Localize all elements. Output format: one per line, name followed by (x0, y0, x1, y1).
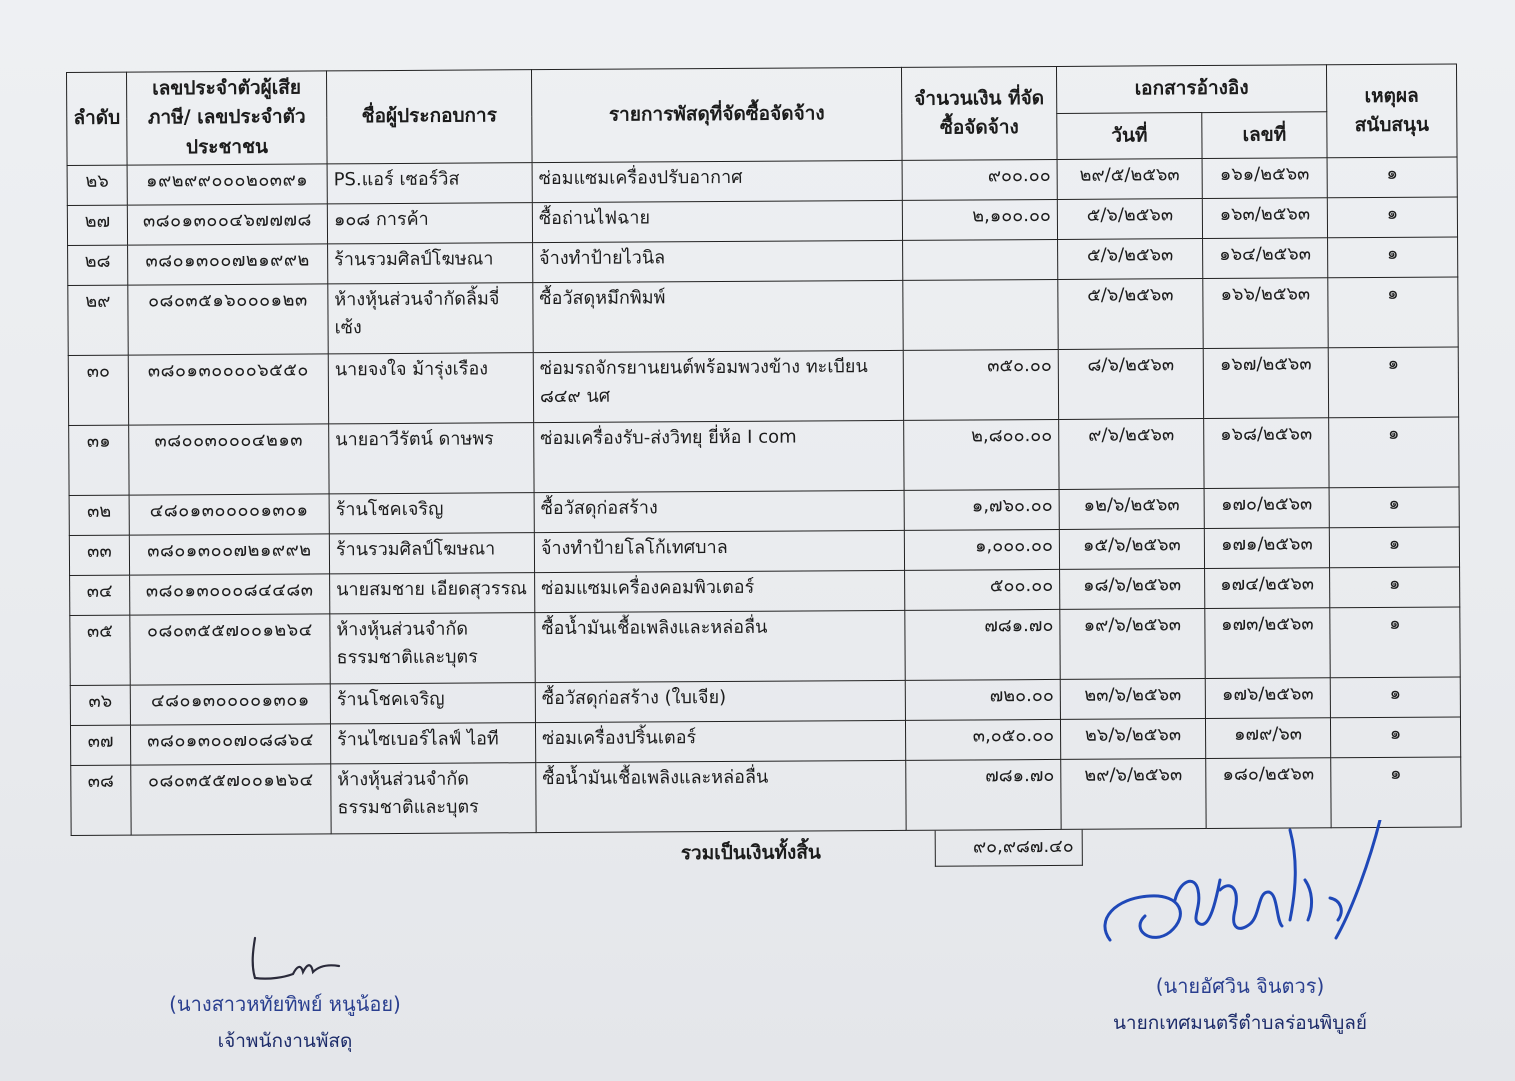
signature-block-mayor (1090, 820, 1390, 1038)
reason-cell: ๑ (1329, 487, 1459, 528)
date-cell: ๒๖/๖/๒๕๖๓ (1060, 719, 1205, 760)
amount-cell: ๑,๗๖๐.๐๐ (904, 490, 1059, 531)
amount-cell: ๓๕๐.๐๐ (903, 350, 1058, 421)
reason-cell: ๑ (1331, 757, 1461, 828)
doc-no-cell: ๑๗๓/๒๕๖๓ (1205, 608, 1330, 679)
reason-cell: ๑ (1328, 277, 1458, 348)
vendor-cell: PS.แอร์ เซอร์วิส (327, 163, 532, 204)
header-item: รายการพัสดุที่จัดซื้อจัดจ้าง (531, 67, 902, 163)
item-cell: ซื้อวัสดุก่อสร้าง (ใบเจีย) (535, 681, 905, 723)
row-number: ๓๘ (71, 765, 131, 835)
tax-id-cell: ๓๘๐๑๓๐๐๗๒๑๙๙๒ (128, 244, 328, 285)
doc-no-cell: ๑๖๘/๒๕๖๓ (1204, 418, 1329, 489)
vendor-cell: นายจงใจ ม้ารุ่งเรือง (328, 353, 533, 424)
date-cell: ๑๕/๖/๒๕๖๓ (1059, 529, 1204, 570)
row-number: ๓๒ (69, 495, 129, 535)
total-label: รวมเป็นเงินทั้งสิ้น (680, 841, 821, 865)
date-cell: ๒๙/๖/๒๕๖๓ (1061, 759, 1206, 830)
amount-cell: ๗๘๑.๗๐ (905, 610, 1060, 681)
amount-cell (903, 280, 1058, 351)
table-body (67, 157, 1461, 835)
amount-cell: ๑,๐๐๐.๐๐ (904, 530, 1059, 571)
amount-cell (903, 240, 1058, 281)
vendor-cell: นายอาวีรัตน์ ดาษพร (329, 423, 534, 494)
date-cell: ๕/๖/๒๕๖๓ (1058, 279, 1203, 350)
date-cell: ๙/๖/๒๕๖๓ (1059, 419, 1204, 490)
mayor-position: นายกเทศมนตรีตำบลร่อนพิบูลย์ (1112, 1012, 1368, 1034)
reason-cell: ๑ (1328, 347, 1458, 418)
header-ref-doc: เอกสารอ้างอิง (1056, 65, 1326, 113)
vendor-cell: ๑๐๘ การค้า (327, 203, 532, 244)
date-cell: ๑๙/๖/๒๕๖๓ (1060, 609, 1205, 680)
officer-name: (นางสาวหทัยทิพย์ หนูน้อย) (169, 992, 401, 1016)
row-number: ๓๐ (68, 355, 128, 425)
tax-id-cell: ๓๘๐๑๓๐๐๗๒๑๙๙๒ (129, 534, 329, 575)
row-number: ๓๕ (70, 615, 130, 685)
doc-no-cell: ๑๖๗/๒๕๖๓ (1203, 348, 1328, 419)
tax-id-cell: ๐๘๐๓๕๕๗๐๐๑๒๖๔ (131, 764, 331, 835)
header-vendor: ชื่อผู้ประกอบการ (326, 70, 532, 165)
vendor-cell: นายสมชาย เอียดสุวรรณ (330, 573, 535, 614)
date-cell: ๑๘/๖/๒๕๖๓ (1060, 569, 1205, 610)
tax-id-cell: ๐๘๐๓๕๕๗๐๐๑๒๖๔ (130, 614, 330, 685)
doc-no-cell: ๑๗๑/๒๕๖๓ (1204, 528, 1329, 569)
officer-position: เจ้าพนักงานพัสดุ (217, 1030, 353, 1052)
amount-cell: ๕๐๐.๐๐ (905, 570, 1060, 611)
date-cell: ๕/๖/๒๕๖๓ (1057, 199, 1202, 240)
row-number: ๓๔ (70, 575, 130, 615)
item-cell: ซื้อวัสดุหมึกพิมพ์ (533, 281, 903, 353)
table-row (68, 277, 1458, 355)
amount-cell: ๙๐๐.๐๐ (902, 160, 1057, 201)
item-cell: ซ่อมรถจักรยานยนต์พร้อมพวงข้าง ทะเบียน ๘๔๙ นศ (533, 351, 903, 423)
reason-cell: ๑ (1327, 197, 1457, 238)
doc-no-cell: ๑๖๖/๒๕๖๓ (1203, 278, 1328, 349)
vendor-cell: ห้างหุ้นส่วนจำกัดลิ้มจี่เซ้ง (328, 283, 533, 354)
vendor-cell: ห้างหุ้นส่วนจำกัด ธรรมชาติและบุตร (331, 763, 536, 834)
handwritten-signature-officer (215, 930, 355, 988)
header-tax-id: เลขประจำตัวผู้เสียภาษี/ เลขประจำตัวประชาชน (127, 71, 328, 166)
item-cell: ซื้อน้ำมันเชื้อเพลิงและหล่อลื่น (536, 761, 906, 833)
reason-cell: ๑ (1327, 157, 1457, 198)
vendor-cell: ร้านรวมศิลป์โฆษณา (328, 243, 533, 284)
doc-no-cell: ๑๗๖/๒๕๖๓ (1205, 678, 1330, 719)
row-number: ๓๑ (69, 425, 129, 495)
mayor-name: (นายอัศวิน จินตวร) (1155, 974, 1325, 998)
item-cell: ซื้อวัสดุก่อสร้าง (534, 491, 904, 533)
date-cell: ๕/๖/๒๕๖๓ (1058, 239, 1203, 280)
item-cell: ซื้อถ่านไฟฉาย (532, 201, 902, 243)
amount-cell: ๒,๑๐๐.๐๐ (902, 200, 1057, 241)
item-cell: ซื้อน้ำมันเชื้อเพลิงและหล่อลื่น (535, 611, 905, 683)
item-cell: ซ่อมแซมเครื่องคอมพิวเตอร์ (535, 571, 905, 613)
tax-id-cell: ๓๘๐๑๓๐๐๐๘๔๔๘๓ (130, 574, 330, 615)
reason-cell: ๑ (1330, 677, 1460, 718)
row-number: ๒๗ (67, 205, 127, 245)
reason-cell: ๑ (1330, 567, 1460, 608)
row-number: ๓๓ (69, 535, 129, 575)
item-cell: จ้างทำป้ายโลโก้เทศบาล (534, 531, 904, 573)
reason-cell: ๑ (1328, 237, 1458, 278)
item-cell: ซ่อมแซมเครื่องปรับอากาศ (532, 161, 902, 203)
table-row (68, 347, 1458, 425)
header-no: ลำดับ (67, 72, 128, 166)
amount-cell: ๗๘๑.๗๐ (906, 760, 1061, 831)
header-reason: เหตุผล สนับสนุน (1326, 64, 1457, 158)
table-row (69, 417, 1459, 495)
vendor-cell: ร้านโชคเจริญ (329, 493, 534, 534)
reason-cell: ๑ (1330, 717, 1460, 758)
header-doc-no: เลขที่ (1202, 111, 1327, 158)
tax-id-cell: ๐๘๐๓๕๑๖๐๐๐๑๒๓ (128, 284, 328, 355)
tax-id-cell: ๑๙๒๙๙๐๐๐๒๐๓๙๑ (127, 164, 327, 205)
header-date: วันที่ (1057, 112, 1202, 160)
handwritten-signature-mayor (1090, 820, 1390, 970)
doc-no-cell: ๑๖๓/๒๕๖๓ (1202, 198, 1327, 239)
item-cell: ซ่อมเครื่องปริ้นเตอร์ (535, 721, 905, 763)
vendor-cell: ร้านรวมศิลป์โฆษณา (329, 533, 534, 574)
row-number: ๓๗ (70, 725, 130, 765)
table-row (70, 607, 1460, 685)
doc-no-cell: ๑๗๐/๒๕๖๓ (1204, 488, 1329, 529)
item-cell: ซ่อมเครื่องรับ-ส่งวิทยุ ยี่ห้อ I com (534, 421, 904, 493)
doc-no-cell: ๑๘๐/๒๕๖๓ (1206, 758, 1331, 829)
tax-id-cell: ๓๘๐๐๓๐๐๐๔๒๑๓ (129, 424, 329, 495)
tax-id-cell: ๓๘๐๑๓๐๐๐๐๖๕๕๐ (128, 354, 328, 425)
amount-cell: ๓,๐๕๐.๐๐ (905, 720, 1060, 761)
tax-id-cell: ๓๘๐๑๓๐๐๗๐๘๘๖๔ (130, 724, 330, 765)
reason-cell: ๑ (1330, 607, 1460, 678)
amount-cell: ๒,๘๐๐.๐๐ (904, 420, 1059, 491)
reason-cell: ๑ (1329, 527, 1459, 568)
reason-cell: ๑ (1329, 417, 1459, 488)
doc-no-cell: ๑๖๑/๒๕๖๓ (1202, 158, 1327, 199)
row-number: ๒๖ (67, 165, 127, 205)
signature-block-officer (150, 930, 420, 1056)
doc-no-cell: ๑๖๔/๒๕๖๓ (1203, 238, 1328, 279)
doc-no-cell: ๑๗๙/๖๓ (1205, 718, 1330, 759)
row-number: ๒๙ (68, 285, 128, 355)
row-number: ๓๖ (70, 685, 130, 725)
tax-id-cell: ๔๘๐๑๓๐๐๐๐๑๓๐๑ (129, 494, 329, 535)
date-cell: ๒๙/๕/๒๕๖๓ (1057, 159, 1202, 200)
document-sheet (66, 64, 1461, 881)
vendor-cell: ร้านไซเบอร์ไลฟ์ ไอที (330, 723, 535, 764)
vendor-cell: ร้านโชคเจริญ (330, 683, 535, 724)
header-amount: จำนวนเงิน ที่จัดซื้อจัดจ้าง (901, 66, 1057, 160)
date-cell: ๒๓/๖/๒๕๖๓ (1060, 679, 1205, 720)
amount-cell: ๗๒๐.๐๐ (905, 680, 1060, 721)
vendor-cell: ห้างหุ้นส่วนจำกัด ธรรมชาติและบุตร (330, 613, 535, 684)
date-cell: ๘/๖/๒๕๖๓ (1058, 349, 1203, 420)
tax-id-cell: ๔๘๐๑๓๐๐๐๐๑๓๐๑ (130, 684, 330, 725)
tax-id-cell: ๓๘๐๑๓๐๐๔๖๗๗๗๘ (127, 204, 327, 245)
procurement-table (66, 64, 1462, 837)
date-cell: ๑๒/๖/๒๕๖๓ (1059, 489, 1204, 530)
doc-no-cell: ๑๗๔/๒๕๖๓ (1205, 568, 1330, 609)
item-cell: จ้างทำป้ายไวนิล (533, 241, 903, 283)
row-number: ๒๘ (68, 245, 128, 285)
total-amount: ๙๐,๙๘๗.๔๐ (935, 830, 1083, 867)
